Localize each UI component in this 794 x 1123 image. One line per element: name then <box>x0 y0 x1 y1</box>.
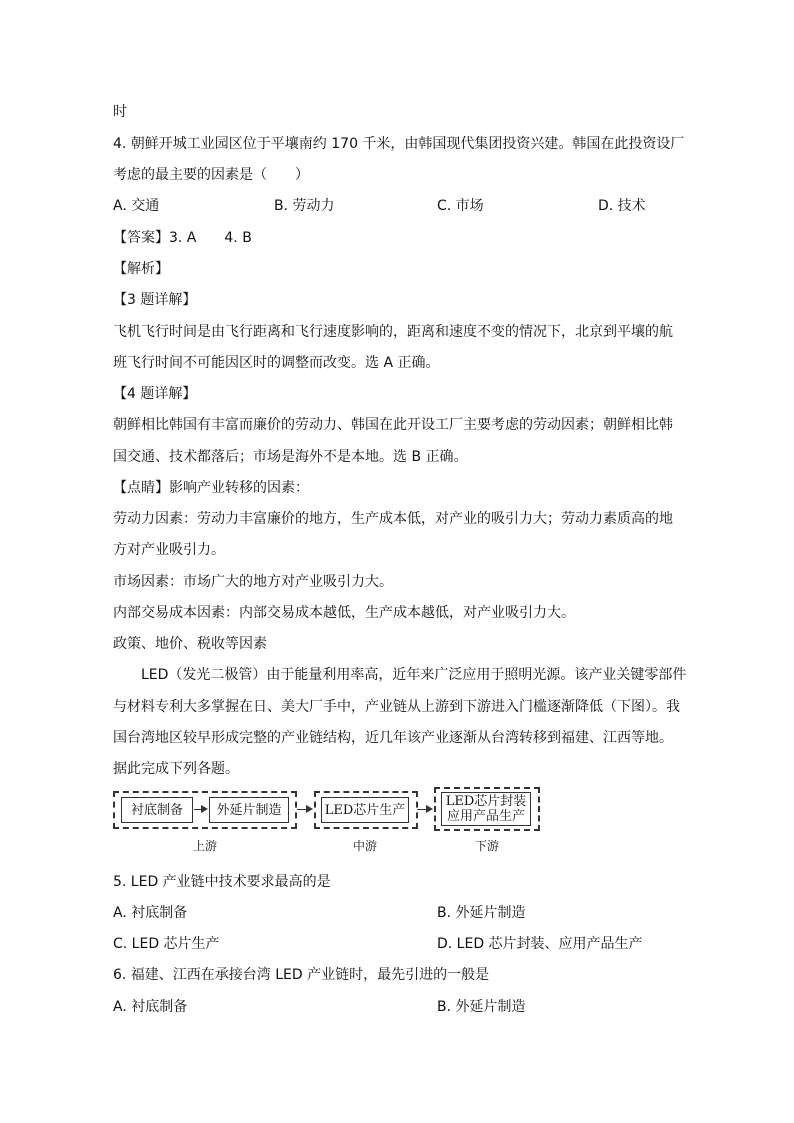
q4-detail-line: 朝鲜相比韩国有丰富而廉价的劳动力、韩国在此开设工厂主要考虑的劳动因素；朝鲜相比韩 <box>113 417 673 433</box>
passage-line: 国台湾地区较早形成完整的产业链结构，近几年该产业逐渐从台湾转移到福建、江西等地。 <box>113 730 673 746</box>
q4-option-a: A. 交通 <box>113 198 160 214</box>
q4-option-c: C. 市场 <box>437 198 484 214</box>
passage-line: 据此完成下列各题。 <box>113 761 239 777</box>
question-4-cont: 考虑的最主要的因素是（ ） <box>113 167 309 183</box>
arrow-icon <box>194 809 206 810</box>
market-factor: 市场因素：市场广大的地方对产业吸引力大。 <box>113 574 393 590</box>
midstream-label: 中游 <box>353 839 378 853</box>
substrate-box: 衬底制备 <box>121 797 193 823</box>
q3-detail-line: 班飞行时间不可能因区时的调整而改变。选 A 正确。 <box>113 355 440 371</box>
q4-option-b: B. 劳动力 <box>274 198 335 214</box>
q5-option-c: C. LED 芯片生产 <box>113 936 220 952</box>
arrow-icon <box>297 809 311 810</box>
answer: 【答案】3. A 4. B <box>113 230 252 246</box>
upstream-label: 上游 <box>193 839 218 853</box>
led-industry-chain-diagram <box>113 787 543 857</box>
q4-detail-heading: 【4 题详解】 <box>113 386 197 402</box>
q6-option-a: A. 衬底制备 <box>113 999 188 1015</box>
downstream-label: 下游 <box>475 839 500 853</box>
q4-option-d: D. 技术 <box>598 198 646 214</box>
q5-option-b: B. 外延片制造 <box>437 905 526 921</box>
chip-box: LED芯片生产 <box>321 797 409 823</box>
question-6: 6. 福建、江西在承接台湾 LED 产业链时，最先引进的一般是 <box>113 967 490 983</box>
policy-factor: 政策、地价、税收等因素 <box>113 636 267 652</box>
q5-option-a: A. 衬底制备 <box>113 905 188 921</box>
packaging-box <box>441 792 531 826</box>
packaging-label: LED芯片封装 <box>445 794 527 809</box>
application-label: 应用产品生产 <box>446 809 525 824</box>
question-5: 5. LED 产业链中技术要求最高的是 <box>113 874 331 890</box>
q3-detail-line: 飞机飞行时间是由飞行距离和飞行速度影响的，距离和速度不变的情况下，北京到平壤的航 <box>113 324 673 340</box>
q4-detail-line: 国交通、技术都落后；市场是海外不是本地。选 B 正确。 <box>113 449 468 465</box>
passage-line: 与材料专利大多掌握在日、美大厂手中，产业链从上游到下游进入门槛逐渐降低（下图）。我 <box>113 699 680 715</box>
labor-factor-cont: 方对产业吸引力。 <box>113 542 225 558</box>
internal-cost-factor: 内部交易成本因素：内部交易成本越低，生产成本越低，对产业吸引力大。 <box>113 605 575 621</box>
text-line: 时 <box>113 104 127 120</box>
tip-heading: 【点睛】影响产业转移的因素： <box>113 480 309 496</box>
q5-option-d: D. LED 芯片封装、应用产品生产 <box>437 936 643 952</box>
q6-option-b: B. 外延片制造 <box>437 999 526 1015</box>
analysis-heading: 【解析】 <box>113 261 169 277</box>
question-4: 4. 朝鲜开城工业园区位于平壤南约 170 千米，由韩国现代集团投资兴建。韩国在此投资设厂 <box>113 136 685 152</box>
labor-factor: 劳动力因素：劳动力丰富廉价的地方，生产成本低，对产业的吸引力大；劳动力素质高的地 <box>113 511 673 527</box>
epitaxial-box: 外延片制造 <box>209 797 289 823</box>
q3-detail-heading: 【3 题详解】 <box>113 292 197 308</box>
passage-line: LED（发光二极管）由于能量利用率高，近年来广泛应用于照明光源。该产业关键零部件 <box>141 667 687 683</box>
arrow-icon <box>417 809 431 810</box>
